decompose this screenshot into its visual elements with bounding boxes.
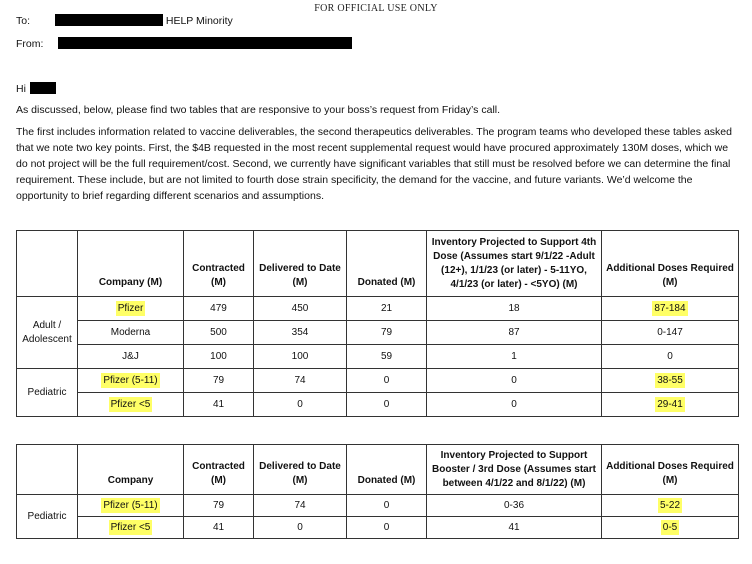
table-cell: 41 xyxy=(184,393,254,417)
header-cell: Donated (M) xyxy=(347,445,427,495)
table-cell: 87 xyxy=(427,321,602,345)
table-cell: 0 xyxy=(347,369,427,393)
vaccine-table xyxy=(16,230,739,417)
company-cell xyxy=(78,517,184,539)
to-value: HELP Minority xyxy=(165,15,233,27)
table-cell: 0 xyxy=(347,495,427,517)
table-cell: 59 xyxy=(347,345,427,369)
header-cell: Inventory Projected to Support 4th Dose (Assumes start 9/1/22 -Adult (12+), 1/1/23 (or later) - 5-11YO, 4/1/23 (or later) - <5YO) (M) xyxy=(427,231,602,297)
table-cell: 0 xyxy=(254,517,347,539)
table-row xyxy=(17,517,739,539)
table-cell: 74 xyxy=(254,495,347,517)
table-header-row xyxy=(17,445,739,495)
table-cell: 0 xyxy=(254,393,347,417)
table-cell: 74 xyxy=(254,369,347,393)
table-cell: 0 xyxy=(347,517,427,539)
table-cell xyxy=(602,297,739,321)
table-cell: 100 xyxy=(184,345,254,369)
header-cell: Company (M) xyxy=(78,231,184,297)
header-cell: Delivered to Date (M) xyxy=(254,445,347,495)
table-cell: 0-36 xyxy=(427,495,602,517)
group-label: Pediatric xyxy=(17,495,78,539)
table-header-row xyxy=(17,231,739,297)
highlighted-text: Pfizer <5 xyxy=(110,522,151,533)
table-row xyxy=(17,297,739,321)
highlighted-text: Pfizer <5 xyxy=(110,399,151,410)
table-cell: 500 xyxy=(184,321,254,345)
header-cell: Donated (M) xyxy=(347,231,427,297)
paragraph-2: The first includes information related to vaccine deliverables, the second therapeutics deliverables. The program teams who developed these tables asked that we note two key points. First, the $4B requested in the most recent supplemental request would have procured approximately 130M doses, which we do not project will be the full requirement/cost. Second, we currently have significant variables that still must be resolved before we can determine the final requirement. These include, but are not limited to fourth dose strain specificity, the demand for the vaccine, and future variants. We’d welcome the opportunity to brief regarding different scenarios and assumptions. xyxy=(16,126,732,202)
header-cell xyxy=(17,445,78,495)
highlighted-text: Pfizer (5-11) xyxy=(103,375,158,386)
table-row xyxy=(17,393,739,417)
company-cell xyxy=(78,495,184,517)
table-cell: 41 xyxy=(427,517,602,539)
company-cell: J&J xyxy=(78,345,184,369)
table-cell: 18 xyxy=(427,297,602,321)
table-cell: 79 xyxy=(184,495,254,517)
company-cell: Moderna xyxy=(78,321,184,345)
table-cell: 0 xyxy=(427,369,602,393)
table-row xyxy=(17,345,739,369)
header-cell: Additional Doses Required (M) xyxy=(602,445,739,495)
header-cell: Delivered to Date (M) xyxy=(254,231,347,297)
greeting-line xyxy=(16,82,56,95)
company-cell xyxy=(78,297,184,321)
table-cell: 0 xyxy=(347,393,427,417)
to-line xyxy=(16,14,233,27)
table-row xyxy=(17,321,739,345)
redaction-bar xyxy=(58,37,352,49)
header-cell: Contracted (M) xyxy=(184,231,254,297)
header-cell: Additional Doses Required (M) xyxy=(602,231,739,297)
header-cell: Company xyxy=(78,445,184,495)
highlighted-text: 38-55 xyxy=(657,375,683,386)
table-cell xyxy=(602,495,739,517)
table-cell: 1 xyxy=(427,345,602,369)
paragraph-1: As discussed, below, please find two tables that are responsive to your boss’s request from Friday’s call. xyxy=(16,104,501,116)
redaction-bar xyxy=(30,82,56,94)
highlighted-text: Pfizer (5-11) xyxy=(103,500,158,511)
highlighted-text: 5-22 xyxy=(659,500,680,511)
table-cell: 354 xyxy=(254,321,347,345)
table-cell: 0 xyxy=(427,393,602,417)
table-cell xyxy=(602,517,739,539)
table-cell: 0 xyxy=(602,345,739,369)
from-label: From: xyxy=(16,38,44,50)
classification-header: FOR OFFICIAL USE ONLY xyxy=(314,3,438,14)
highlighted-text: 87-184 xyxy=(654,303,686,314)
table-row xyxy=(17,369,739,393)
table-cell xyxy=(602,393,739,417)
company-cell xyxy=(78,393,184,417)
table-cell: 479 xyxy=(184,297,254,321)
table-cell xyxy=(602,369,739,393)
group-label: Pediatric xyxy=(17,369,78,417)
highlighted-text: Pfizer xyxy=(117,303,144,314)
table-cell: 450 xyxy=(254,297,347,321)
header-cell: Inventory Projected to Support Booster / 3rd Dose (Assumes start between 4/1/22 and 8/1/22) (M) xyxy=(427,445,602,495)
table-row xyxy=(17,495,739,517)
group-label: Adult / Adolescent xyxy=(17,297,78,369)
header-cell: Contracted (M) xyxy=(184,445,254,495)
highlighted-text: 29-41 xyxy=(657,399,683,410)
table-cell: 0-147 xyxy=(602,321,739,345)
from-line xyxy=(16,37,352,50)
to-label: To: xyxy=(16,15,31,27)
table-cell: 79 xyxy=(184,369,254,393)
table-cell: 21 xyxy=(347,297,427,321)
highlighted-text: 0-5 xyxy=(662,522,678,533)
therapeutics-table xyxy=(16,444,739,539)
table-cell: 41 xyxy=(184,517,254,539)
table-cell: 79 xyxy=(347,321,427,345)
redaction-bar xyxy=(55,14,163,26)
table-cell: 100 xyxy=(254,345,347,369)
header-cell xyxy=(17,231,78,297)
greeting: Hi xyxy=(16,83,26,95)
company-cell xyxy=(78,369,184,393)
